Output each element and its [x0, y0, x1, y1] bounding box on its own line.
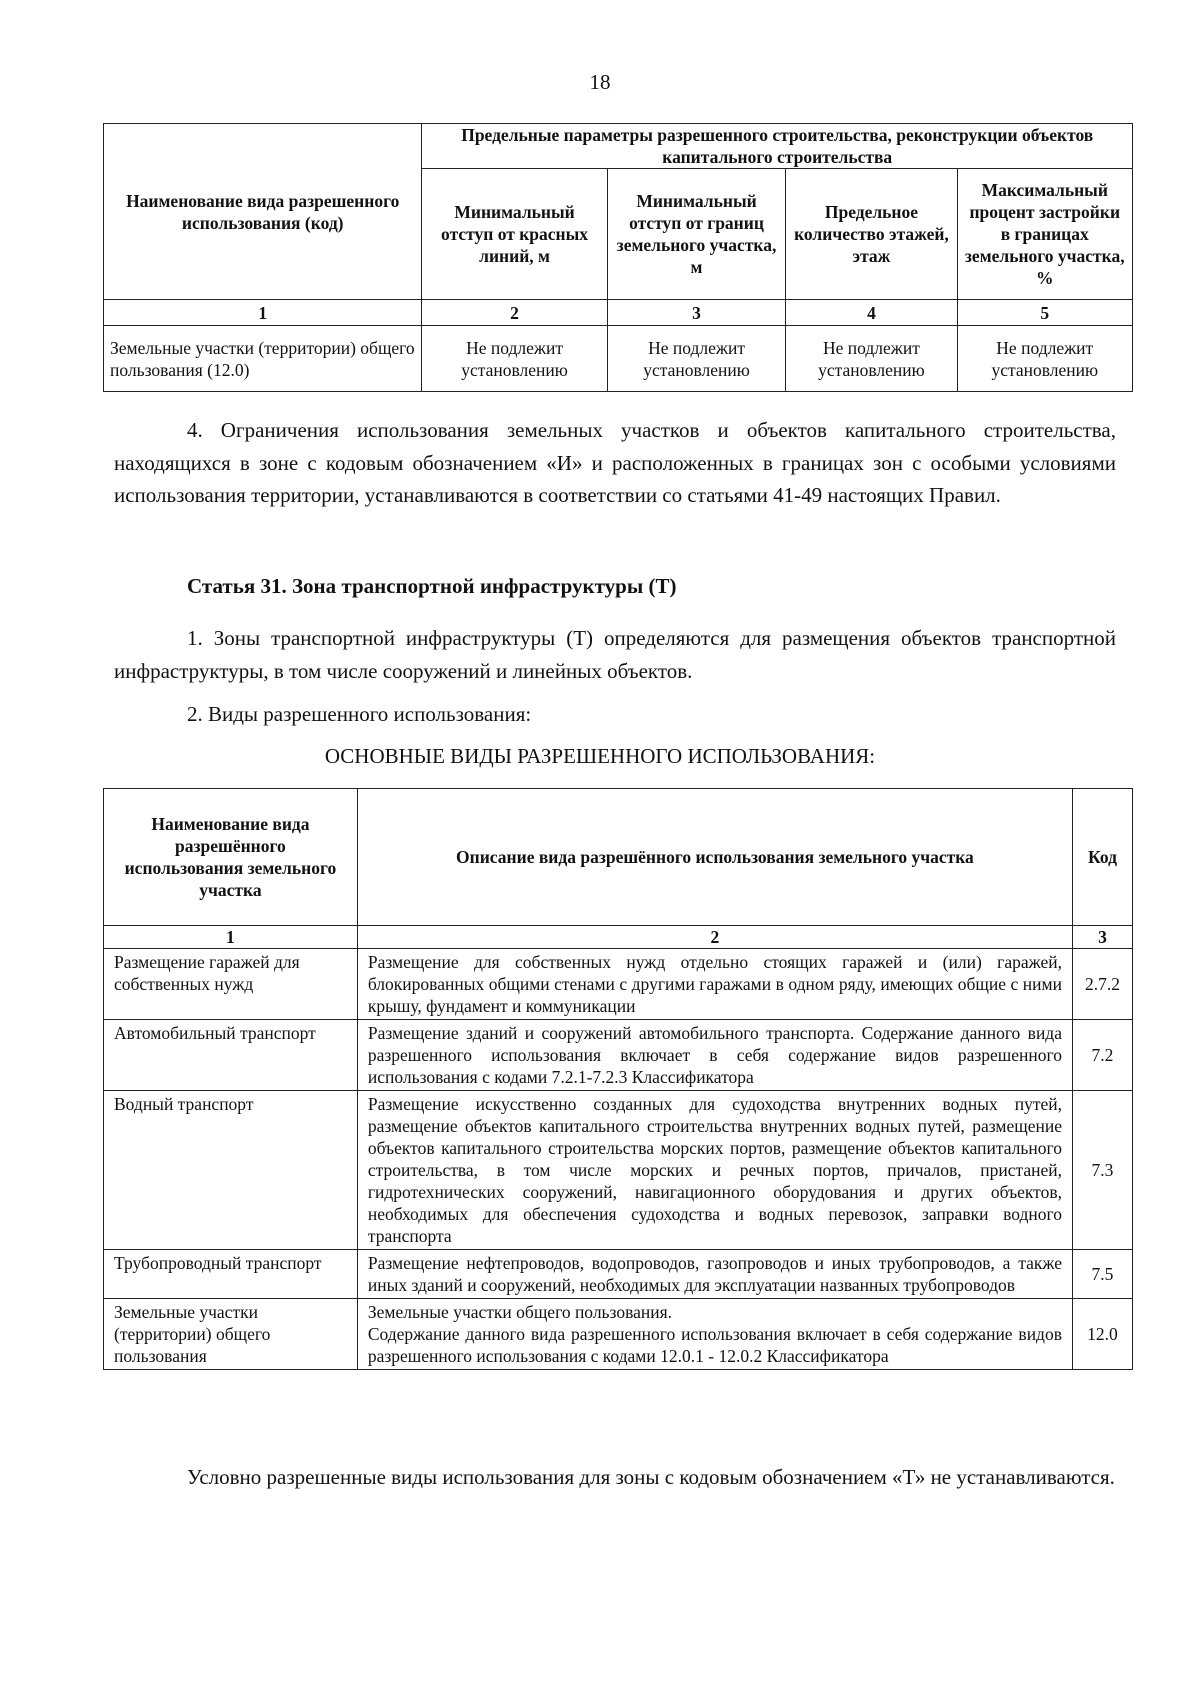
page-number: 18 [589, 70, 611, 94]
row-name: Трубопроводный транспорт [104, 1250, 358, 1299]
row-name: Водный транспорт [104, 1091, 358, 1250]
table-row [104, 1091, 1133, 1250]
header-description: Описание вида разрешённого использования земельного участка [357, 789, 1072, 926]
row-code: 7.3 [1072, 1091, 1132, 1250]
table-row [104, 1020, 1133, 1091]
row-code: 2.7.2 [1072, 949, 1132, 1020]
row-value: Не подлежит установлению [957, 326, 1133, 392]
header-name: Наименование вида разрешённого использования земельного участка [104, 789, 358, 926]
col-number: 1 [104, 300, 422, 326]
row-value: Не подлежит установлению [422, 326, 607, 392]
row-code: 7.5 [1072, 1250, 1132, 1299]
column-numbers-row [104, 300, 1133, 326]
paragraph-1: 1. Зоны транспортной инфраструктуры (Т) определяются для размещения объектов транспортной инфраструктуры, в том числе сооружений и линейных объектов. [114, 626, 1116, 683]
row-value: Не подлежит установлению [607, 326, 786, 392]
header-group: Предельные параметры разрешенного строительства, реконструкции объектов капитального строительства [422, 124, 1133, 169]
header-code: Код [1072, 789, 1132, 926]
col-number: 3 [1072, 926, 1132, 949]
row-code: 12.0 [1072, 1299, 1132, 1370]
conditional-note: Условно разрешенные виды использования для зоны с кодовым обозначением «Т» не устанавливаются. [187, 1465, 1115, 1489]
row-name: Земельные участки (территории) общего пользования (12.0) [104, 326, 422, 392]
parameters-table [103, 123, 1133, 392]
row-name: Автомобильный транспорт [104, 1020, 358, 1091]
header-col: Минимальный отступ от границ земельного участка, м [607, 169, 786, 300]
row-description: Размещение искусственно созданных для судоходства внутренних водных путей, размещение объектов капитального строительства внутренних водных путей, размещение объектов капитального строительства морских портов, размещение объектов капитального строительства, в том числе морских и речных портов, причалов, пристаней, гидротехнических сооружений, навигационного оборудования и других объектов, необходимых для обеспечения судоходства и водных перевозок, заправки водного транспорта [357, 1091, 1072, 1250]
col-number: 5 [957, 300, 1133, 326]
header-name: Наименование вида разрешенного использования (код) [104, 124, 422, 300]
row-description-line1: Земельные участки общего пользования. [367, 1302, 673, 1322]
col-number: 1 [104, 926, 358, 949]
header-col: Минимальный отступ от красных линий, м [422, 169, 607, 300]
table-row [104, 1250, 1133, 1299]
header-col: Предельное количество этажей, этаж [786, 169, 957, 300]
main-types-heading: ОСНОВНЫЕ ВИДЫ РАЗРЕШЕННОГО ИСПОЛЬЗОВАНИЯ: [324, 744, 876, 768]
row-code: 7.2 [1072, 1020, 1132, 1091]
main-types-table [103, 788, 1133, 1370]
col-number: 3 [607, 300, 786, 326]
col-number: 4 [786, 300, 957, 326]
row-value: Не подлежит установлению [786, 326, 957, 392]
col-number: 2 [357, 926, 1072, 949]
row-name: Размещение гаражей для собственных нужд [104, 949, 358, 1020]
table-row [104, 949, 1133, 1020]
paragraph-4: 4. Ограничения использования земельных участков и объектов капитального строительства, находящихся в зоне с кодовым обозначением «И» и расположенных в границах зон с особыми условиями использования территории, устанавливаются в соответствии со статьями 41-49 настоящих Правил. [114, 418, 1116, 507]
article-heading: Статья 31. Зона транспортной инфраструктуры (Т) [187, 574, 677, 598]
row-name: Земельные участки (территории) общего пользования [104, 1299, 358, 1370]
col-number: 2 [422, 300, 607, 326]
paragraph-2: 2. Виды разрешенного использования: [187, 702, 532, 726]
row-description: Размещение для собственных нужд отдельно стоящих гаражей и (или) гаражей, блокированных общими стенами с другими гаражами в одном ряду, имеющих общие с ними крышу, фундамент и коммуникации [357, 949, 1072, 1020]
table-row [104, 1299, 1133, 1370]
table-row [104, 326, 1133, 392]
row-description-rest: Содержание данного вида разрешенного использования включает в себя содержание видов разрешенного использования с кодами 12.0.1 - 12.0.2 Классификатора [367, 1324, 1062, 1366]
column-numbers-row [104, 926, 1133, 949]
row-description: Размещение зданий и сооружений автомобильного транспорта. Содержание данного вида разрешенного использования включает в себя содержание видов разрешенного использования с кодами 7.2.1-7.2.3 Классификатора [357, 1020, 1072, 1091]
row-description [357, 1299, 1072, 1370]
header-col: Максимальный процент застройки в границах земельного участка, % [957, 169, 1133, 300]
row-description: Размещение нефтепроводов, водопроводов, газопроводов и иных трубопроводов, а также иных зданий и сооружений, необходимых для эксплуатации названных трубопроводов [357, 1250, 1072, 1299]
